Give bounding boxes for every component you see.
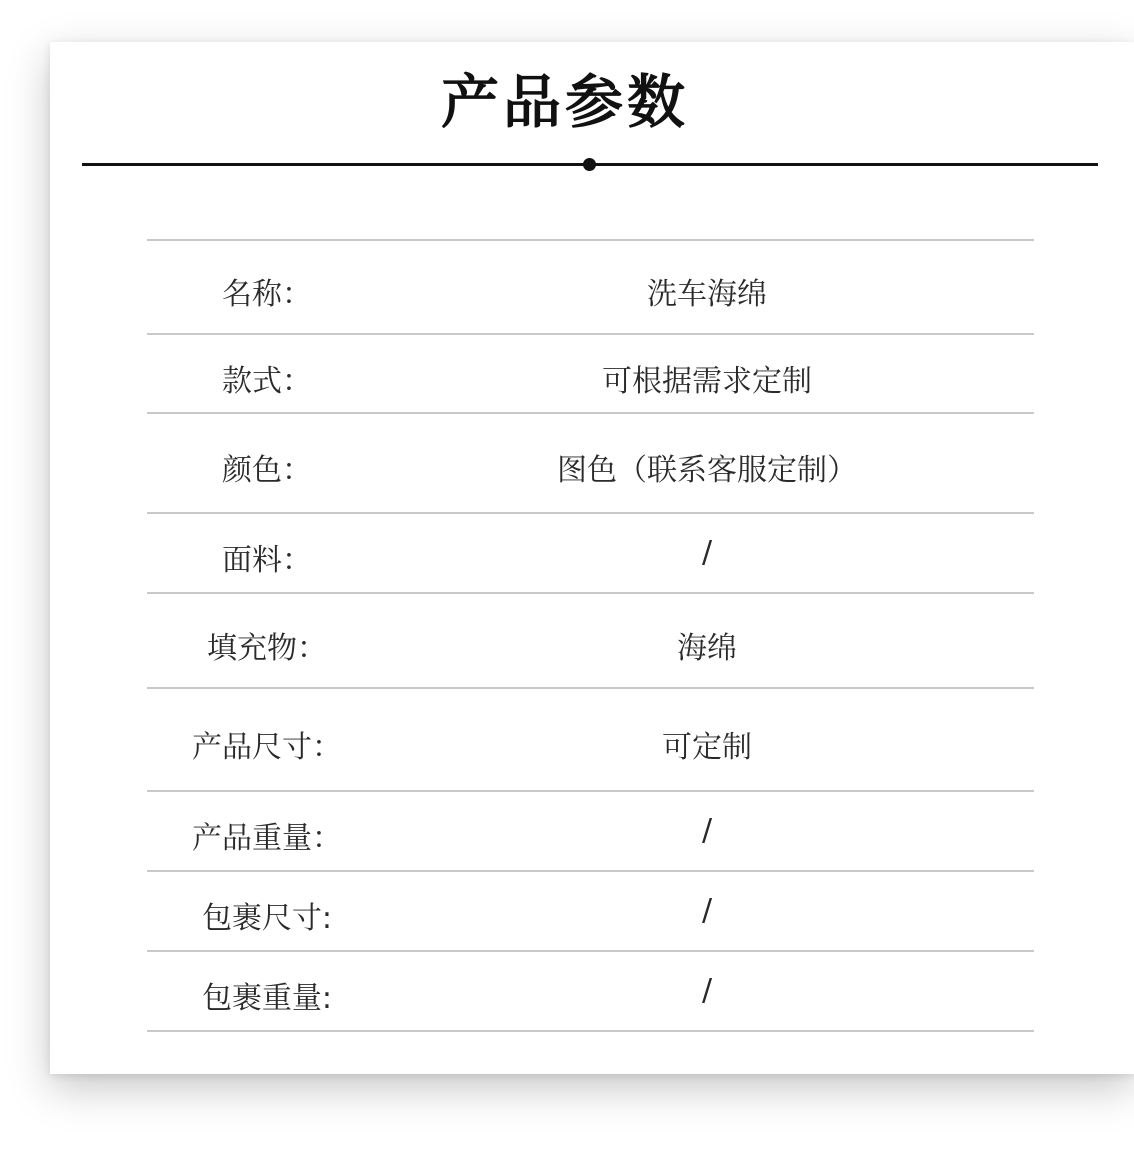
table-row <box>147 413 1034 513</box>
spec-label: 产品尺寸： <box>192 730 342 765</box>
spec-label: 颜色： <box>222 453 312 488</box>
spec-value: 洗车海绵 <box>647 277 767 312</box>
spec-label: 面料： <box>222 543 312 578</box>
spec-label: 名称： <box>222 277 312 312</box>
table-row <box>147 871 1034 951</box>
table-row <box>147 239 1034 334</box>
spec-label: 填充物： <box>207 631 327 666</box>
spec-label: 产品重量： <box>192 821 342 856</box>
table-row <box>147 791 1034 871</box>
row-divider <box>147 1030 1034 1032</box>
spec-label: 包裹重量: <box>201 981 333 1016</box>
page-title: 产品参数 <box>440 68 689 136</box>
table-row <box>147 513 1034 593</box>
spec-value: / <box>701 813 713 848</box>
spec-value: 图色（联系客服定制） <box>557 453 857 488</box>
spec-value: 可根据需求定制 <box>602 364 812 399</box>
table-row <box>147 688 1034 791</box>
spec-value: / <box>701 535 713 570</box>
title-divider-dot <box>583 158 596 171</box>
spec-label: 包裹尺寸: <box>201 901 333 936</box>
spec-value: / <box>701 893 713 928</box>
spec-value: 可定制 <box>662 730 752 765</box>
spec-value: 海绵 <box>677 631 737 666</box>
spec-label: 款式： <box>222 364 312 399</box>
table-row <box>147 951 1034 1031</box>
spec-value: / <box>701 973 713 1008</box>
table-row <box>147 334 1034 413</box>
table-row <box>147 593 1034 688</box>
